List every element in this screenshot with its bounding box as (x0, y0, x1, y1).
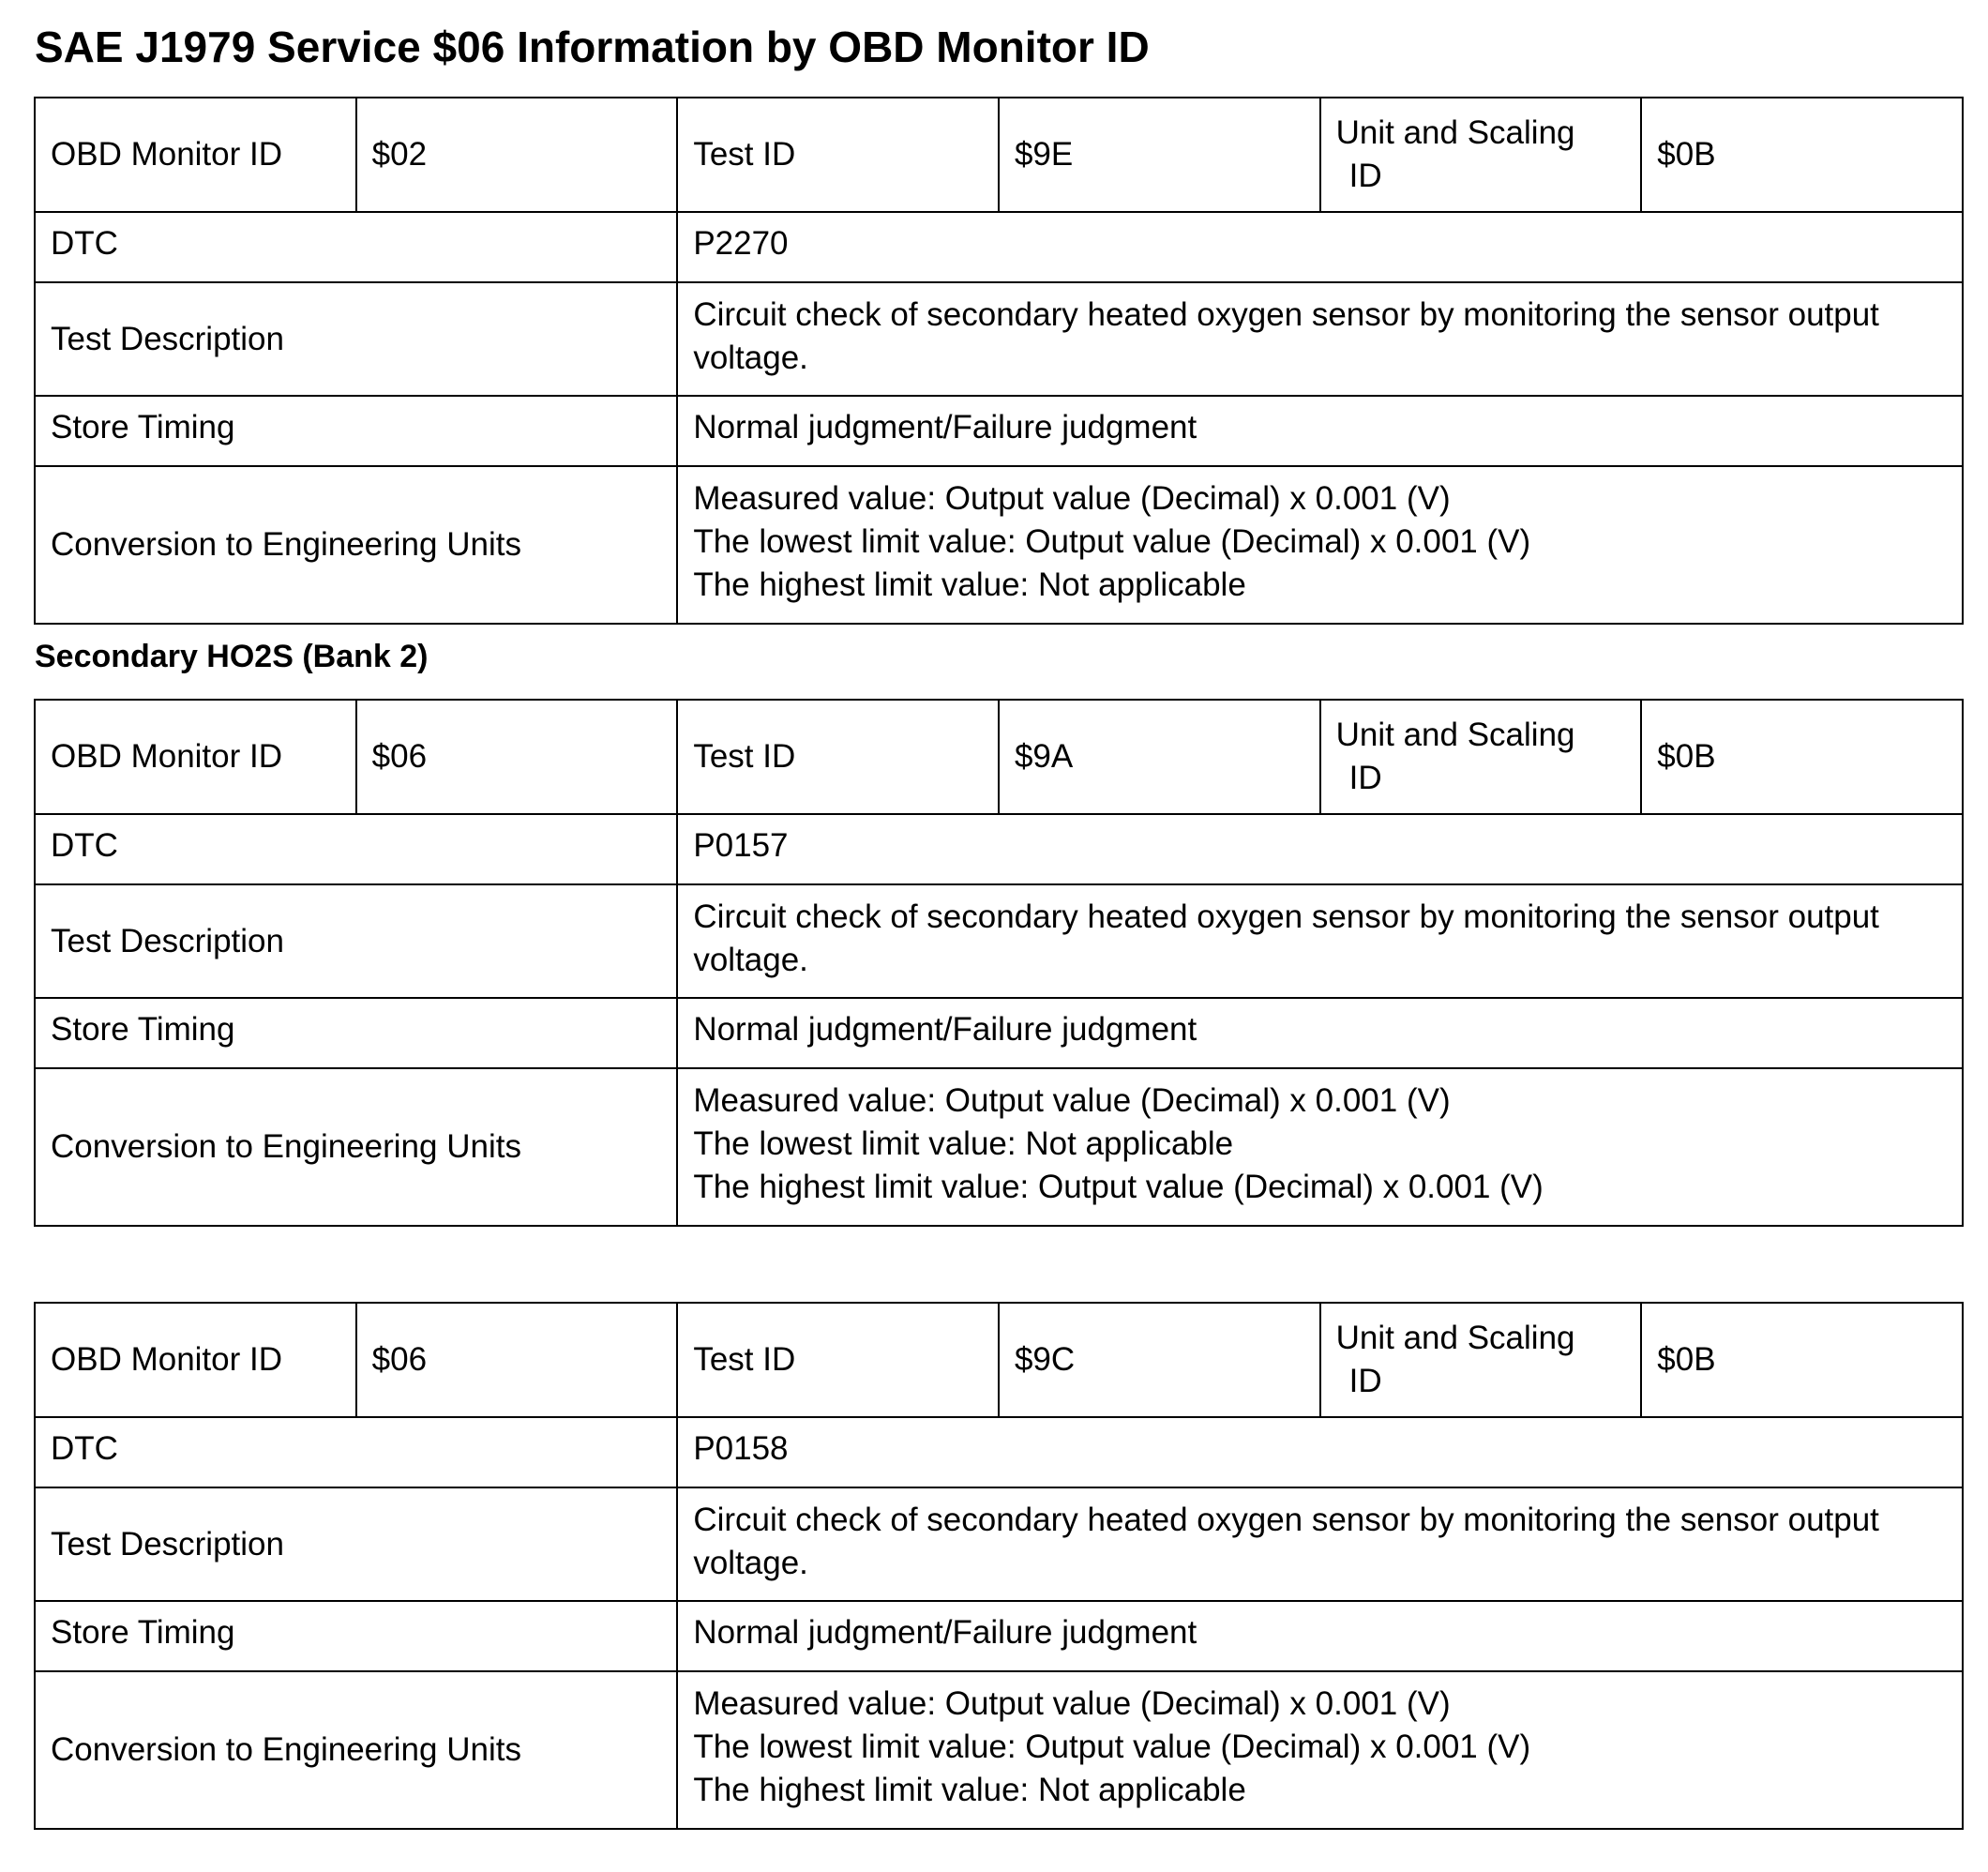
store-timing-value: Normal judgment/Failure judgment (677, 1601, 1963, 1671)
unit-scaling-label-line2: ID (1348, 158, 1382, 194)
test-description-label: Test Description (35, 884, 677, 998)
conversion-lowest-limit: The lowest limit value: Not applicable (693, 1125, 1234, 1162)
conversion-value (677, 466, 1963, 624)
dtc-value: P0157 (677, 814, 1963, 884)
test-description-value: Circuit check of secondary heated oxygen sensor by monitoring the sensor output voltage. (677, 884, 1963, 998)
unit-scaling-label-line2: ID (1348, 760, 1382, 796)
service-06-table-1 (34, 97, 1964, 625)
unit-scaling-label-line1: Unit and Scaling (1335, 114, 1575, 151)
test-id-value: $9A (999, 700, 1320, 814)
dtc-label: DTC (35, 1417, 677, 1487)
conversion-value (677, 1671, 1963, 1829)
test-description-value: Circuit check of secondary heated oxygen sensor by monitoring the sensor output voltage. (677, 282, 1963, 396)
unit-scaling-id-value: $0B (1641, 1303, 1963, 1417)
conversion-lowest-limit: The lowest limit value: Output value (Decimal) x 0.001 (V) (693, 523, 1531, 560)
store-timing-row (35, 396, 1963, 466)
conversion-highest-limit: The highest limit value: Output value (Decimal) x 0.001 (V) (693, 1169, 1544, 1205)
store-timing-label: Store Timing (35, 1601, 677, 1671)
unit-scaling-id-value: $0B (1641, 98, 1963, 212)
test-id-value: $9E (999, 98, 1320, 212)
store-timing-label: Store Timing (35, 396, 677, 466)
test-description-label: Test Description (35, 282, 677, 396)
header-row (35, 700, 1963, 814)
unit-scaling-id-label (1320, 700, 1642, 814)
conversion-row (35, 466, 1963, 624)
dtc-value: P0158 (677, 1417, 1963, 1487)
unit-scaling-id-label (1320, 98, 1642, 212)
unit-scaling-id-value: $0B (1641, 700, 1963, 814)
test-description-label: Test Description (35, 1487, 677, 1601)
store-timing-row (35, 998, 1963, 1068)
obd-monitor-id-value: $02 (356, 98, 678, 212)
dtc-row (35, 1417, 1963, 1487)
conversion-lowest-limit: The lowest limit value: Output value (Decimal) x 0.001 (V) (693, 1729, 1531, 1765)
unit-scaling-label-line2: ID (1348, 1363, 1382, 1399)
test-id-label: Test ID (677, 700, 999, 814)
page-title: SAE J1979 Service $06 Information by OBD Monitor ID (35, 23, 1150, 71)
test-id-value: $9C (999, 1303, 1320, 1417)
conversion-label: Conversion to Engineering Units (35, 1068, 677, 1226)
test-description-row (35, 282, 1963, 396)
unit-scaling-label-line1: Unit and Scaling (1335, 1320, 1575, 1356)
conversion-value (677, 1068, 1963, 1226)
service-06-table-3 (34, 1302, 1964, 1830)
conversion-row (35, 1068, 1963, 1226)
obd-monitor-id-value: $06 (356, 700, 678, 814)
conversion-highest-limit: The highest limit value: Not applicable (693, 1772, 1246, 1808)
conversion-row (35, 1671, 1963, 1829)
test-id-label: Test ID (677, 98, 999, 212)
obd-monitor-id-value: $06 (356, 1303, 678, 1417)
unit-scaling-id-label (1320, 1303, 1642, 1417)
store-timing-label: Store Timing (35, 998, 677, 1068)
dtc-row (35, 814, 1963, 884)
store-timing-row (35, 1601, 1963, 1671)
conversion-label: Conversion to Engineering Units (35, 466, 677, 624)
section-heading: Secondary HO2S (Bank 2) (35, 639, 429, 674)
test-description-value: Circuit check of secondary heated oxygen sensor by monitoring the sensor output voltage. (677, 1487, 1963, 1601)
test-description-row (35, 1487, 1963, 1601)
test-description-row (35, 884, 1963, 998)
obd-monitor-id-label: OBD Monitor ID (35, 1303, 356, 1417)
conversion-measured-value: Measured value: Output value (Decimal) x 0.001 (V) (693, 1082, 1451, 1119)
store-timing-value: Normal judgment/Failure judgment (677, 998, 1963, 1068)
header-row (35, 1303, 1963, 1417)
header-row (35, 98, 1963, 212)
obd-monitor-id-label: OBD Monitor ID (35, 700, 356, 814)
conversion-measured-value: Measured value: Output value (Decimal) x 0.001 (V) (693, 1685, 1451, 1722)
store-timing-value: Normal judgment/Failure judgment (677, 396, 1963, 466)
test-id-label: Test ID (677, 1303, 999, 1417)
dtc-row (35, 212, 1963, 282)
dtc-value: P2270 (677, 212, 1963, 282)
conversion-measured-value: Measured value: Output value (Decimal) x 0.001 (V) (693, 480, 1451, 517)
obd-monitor-id-label: OBD Monitor ID (35, 98, 356, 212)
service-06-table-2 (34, 699, 1964, 1227)
dtc-label: DTC (35, 212, 677, 282)
conversion-label: Conversion to Engineering Units (35, 1671, 677, 1829)
dtc-label: DTC (35, 814, 677, 884)
conversion-highest-limit: The highest limit value: Not applicable (693, 566, 1246, 603)
unit-scaling-label-line1: Unit and Scaling (1335, 717, 1575, 753)
